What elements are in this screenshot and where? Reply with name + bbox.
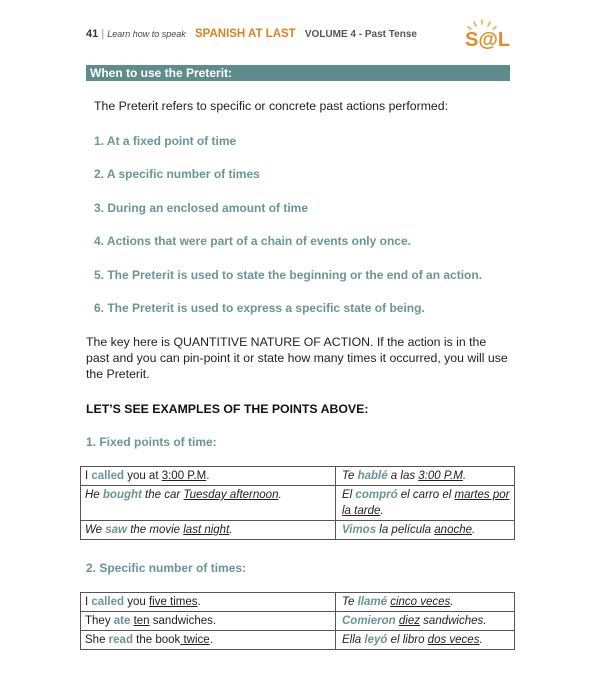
time-expression: 3:00 P.M <box>418 470 463 482</box>
time-expression: cinco veces <box>390 596 451 608</box>
sentence-text: sandwiches. <box>419 615 487 627</box>
verb-text: ate <box>113 615 131 627</box>
sentence-text: . <box>462 470 467 482</box>
spanish-sentence <box>336 521 515 540</box>
examples-heading: LET’S SEE EXAMPLES OF THE POINTS ABOVE: <box>86 402 369 416</box>
english-sentence <box>81 631 336 650</box>
sentence-text: the car <box>141 489 184 501</box>
sentence-text: Te <box>342 596 358 608</box>
sentence-text: the book <box>132 634 181 646</box>
header-volume: VOLUME 4 - Past Tense <box>304 29 417 40</box>
sentence-text: a las <box>387 470 419 482</box>
section-title: When to use the Preterit: <box>86 65 510 81</box>
verb-text: Vimos <box>342 524 377 536</box>
time-expression: 3:00 P.M <box>161 470 207 482</box>
time-expression: anoche <box>434 524 473 536</box>
time-expression: Tuesday afternoon <box>183 489 279 501</box>
sentence-text: la película <box>376 524 435 536</box>
verb-text: compró <box>355 489 398 501</box>
spanish-sentence <box>336 631 515 650</box>
sentence-text: El <box>342 489 356 501</box>
sentence-text: . <box>197 596 201 608</box>
sentence-text: you <box>124 596 149 608</box>
english-sentence <box>81 467 336 486</box>
sentence-text: sandwiches. <box>149 615 217 627</box>
sentence-text: She <box>85 634 109 646</box>
time-expression: diez <box>398 615 420 627</box>
verb-text: llamé <box>357 596 387 608</box>
verb-text: bought <box>102 489 142 501</box>
sentence-text: you at <box>124 470 162 482</box>
table-row <box>81 631 515 650</box>
sentence-text: . <box>380 505 384 517</box>
sentence-text: . <box>278 489 282 501</box>
verb-text: Comieron <box>342 615 396 627</box>
sentence-text: He <box>85 489 103 501</box>
english-sentence <box>81 486 336 521</box>
examples-table-number-of-times <box>80 592 515 650</box>
sentence-text: . <box>479 634 483 646</box>
verb-text: saw <box>105 524 127 536</box>
verb-text: hablé <box>357 470 388 482</box>
table-row <box>81 593 515 612</box>
subsection-heading: 2. Specific number of times: <box>86 561 247 575</box>
spanish-sentence <box>336 486 515 521</box>
verb-text: leyó <box>364 634 388 646</box>
spanish-sentence <box>336 593 515 612</box>
sentence-text: They <box>85 615 114 627</box>
key-text: The key here is QUANTITIVE NATURE OF ACTION. If the action is in the past and you can pin-point it or state how many times it occurred, you will use the Preterit. <box>86 335 508 381</box>
point-item: 4. Actions that were part of a chain of events only once. <box>94 234 411 248</box>
time-expression: twice <box>180 634 210 646</box>
table-row <box>81 486 515 521</box>
point-item: 6. The Preterit is used to express a specific state of being. <box>94 301 425 315</box>
table-row <box>81 612 515 631</box>
sentence-text: . <box>450 596 454 608</box>
sentence-text: . <box>206 470 210 482</box>
verb-text: called <box>91 596 124 608</box>
sentence-text: Te <box>342 470 358 482</box>
point-item: 5. The Preterit is used to state the beginning or the end of an action. <box>94 268 483 282</box>
point-item: 2. A specific number of times <box>94 167 260 181</box>
logo-text: S@L <box>465 29 511 51</box>
sentence-text: We <box>85 524 106 536</box>
english-sentence <box>81 612 336 631</box>
subsection-heading: 1. Fixed points of time: <box>86 435 217 449</box>
english-sentence <box>81 593 336 612</box>
sentence-text: el carro el <box>397 489 455 501</box>
page-number: 41 <box>86 28 99 40</box>
point-item: 3. During an enclosed amount of time <box>94 201 309 215</box>
table-row <box>81 467 515 486</box>
time-expression: dos veces <box>427 634 480 646</box>
sentence-text: I <box>85 596 92 608</box>
intro-text: The Preterit refers to specific or concrete past actions performed: <box>94 99 449 113</box>
sentence-text: I <box>85 470 92 482</box>
verb-text: called <box>91 470 124 482</box>
header-title: SPANISH AT LAST <box>194 28 296 40</box>
header-separator: | <box>101 28 105 40</box>
spanish-sentence <box>336 612 515 631</box>
verb-text: read <box>108 634 133 646</box>
sal-logo <box>461 18 511 51</box>
sentence-text: . <box>472 524 476 536</box>
sentence-text: Ella <box>342 634 365 646</box>
time-expression: martes por la tarde <box>342 489 510 517</box>
sentence-text: the movie <box>127 524 184 536</box>
header-learn-text: Learn how to speak <box>107 29 186 39</box>
examples-table-fixed-points <box>80 466 515 540</box>
time-expression: five times <box>148 596 198 608</box>
spanish-sentence <box>336 467 515 486</box>
page-header <box>86 28 417 40</box>
table-row <box>81 521 515 540</box>
english-sentence <box>81 521 336 540</box>
sentence-text: . <box>209 634 213 646</box>
point-item: 1. At a fixed point of time <box>94 134 237 148</box>
sentence-text: . <box>229 524 233 536</box>
time-expression: last night <box>183 524 230 536</box>
sentence-text: el libro <box>387 634 428 646</box>
time-expression: ten <box>133 615 150 627</box>
